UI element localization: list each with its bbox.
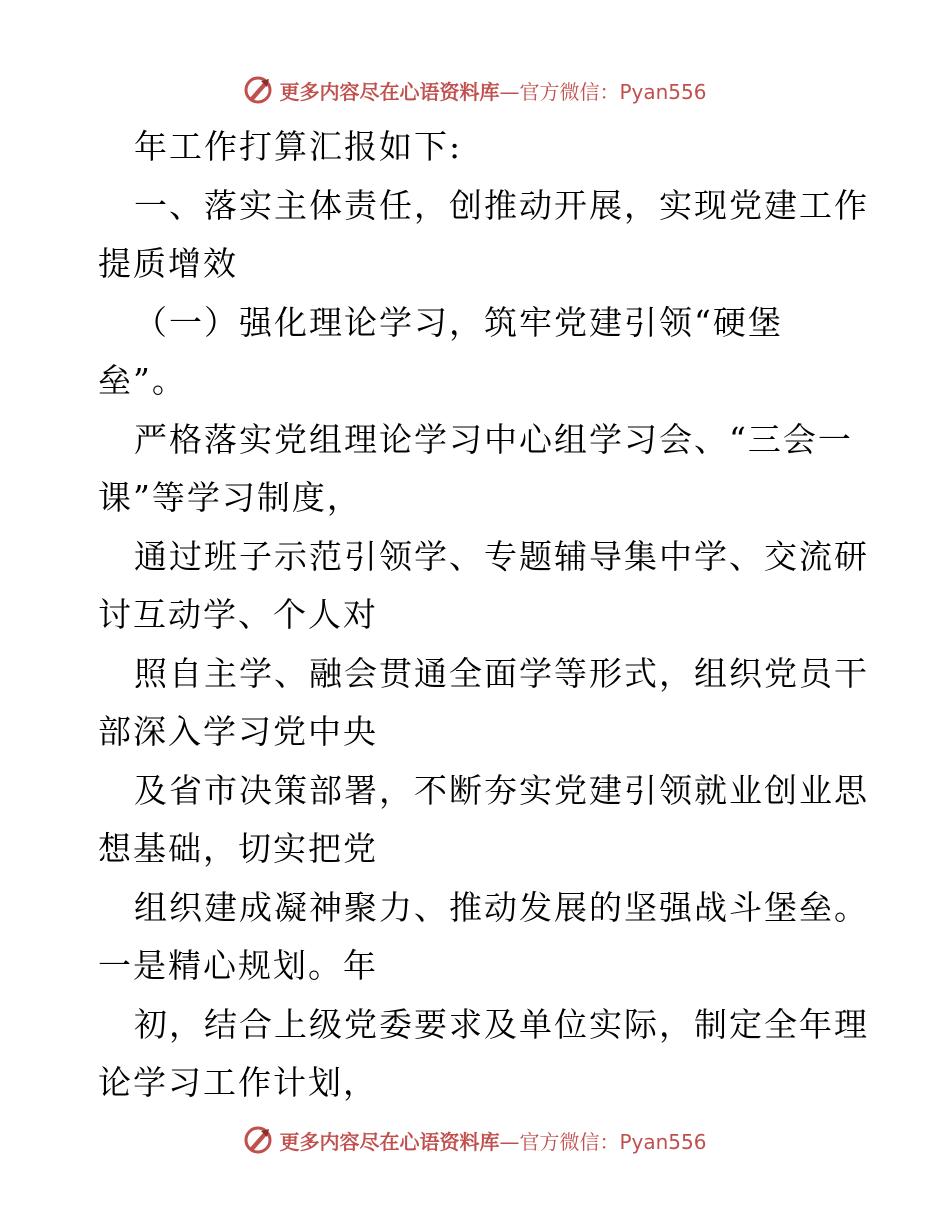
header-watermark xyxy=(0,70,950,110)
footer-watermark-text xyxy=(279,1126,706,1155)
header-watermark-text xyxy=(279,76,706,105)
text-line-7: 课”等学习制度， xyxy=(98,478,362,517)
footer-watermark-contact: —官方微信：Pyan556 xyxy=(499,1129,707,1154)
section-heading-1: 一、落实主体责任，创推动开展，实现党建工作 xyxy=(134,185,869,225)
header-watermark-bold: 更多内容尽在心语资料库 xyxy=(279,79,500,104)
text-line-13: 想基础，切实把党 xyxy=(98,829,378,868)
subsection-heading-1: （一）强化理论学习，筑牢党建引领“硬堡 xyxy=(134,302,783,342)
text-line-9: 讨互动学、个人对 xyxy=(98,595,378,634)
text-line-14: 组织建成凝神聚力、推动发展的坚强战斗堡垒。 xyxy=(134,887,869,927)
text-line-17: 论学习工作计划， xyxy=(98,1063,378,1102)
subsection-heading-1-cont: 垒”。 xyxy=(98,361,187,400)
section-heading-1-cont: 提质增效 xyxy=(98,244,238,283)
text-line-16: 初，结合上级党委要求及单位实际，制定全年理 xyxy=(134,1004,869,1044)
footer-watermark xyxy=(0,1120,950,1160)
document-body xyxy=(98,118,869,1113)
pen-circle-logo-icon xyxy=(243,1125,273,1155)
text-line-12: 及省市决策部署，不断夯实党建引领就业创业思 xyxy=(134,770,869,810)
text-line-11: 部深入学习党中央 xyxy=(98,712,378,751)
text-line-10: 照自主学、融会贯通全面学等形式，组织党员干 xyxy=(134,653,869,693)
footer-watermark-bold: 更多内容尽在心语资料库 xyxy=(279,1129,500,1154)
header-watermark-contact: —官方微信：Pyan556 xyxy=(499,79,707,104)
text-line-6: 严格落实党组理论学习中心组学习会、“三会一 xyxy=(134,419,853,459)
text-line-8: 通过班子示范引领学、专题辅导集中学、交流研 xyxy=(134,536,869,576)
text-line-1: 年工作打算汇报如下: xyxy=(134,127,463,166)
pen-circle-logo-icon xyxy=(243,75,273,105)
text-line-15: 一是精心规划。年 xyxy=(98,946,378,985)
